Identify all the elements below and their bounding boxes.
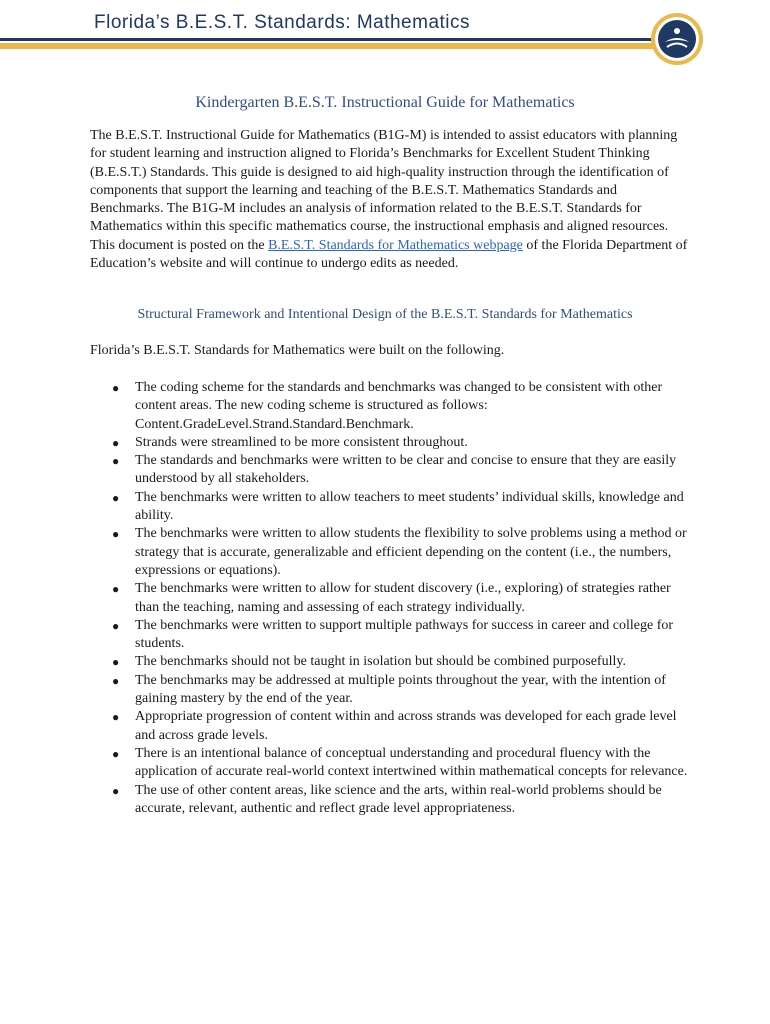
bullet-icon: ● [112,618,120,633]
list-item [90,672,690,709]
list-item [90,708,690,745]
bullet-icon: ● [112,710,120,725]
intro-paragraph [90,127,690,273]
bullet-icon: ● [112,381,120,395]
bullet-icon: ● [112,435,120,450]
bullet-icon: ● [112,454,120,469]
bullet-icon: ● [112,655,120,670]
standards-bullet-list [90,379,690,818]
list-item [90,434,690,452]
document-title: Kindergarten B.E.S.T. Instructional Guide for Mathematics [195,94,575,111]
bullet-icon: ● [112,527,120,542]
list-item-text: The benchmarks were written to allow teachers to meet students’ individual skills, knowledge and ability. [135,489,684,524]
florida-doe-seal-icon [650,12,704,66]
header-title: Florida’s B.E.S.T. Standards: Mathematics [94,12,471,33]
header-rule-navy [0,38,655,41]
list-item-text: The standards and benchmarks were written to be clear and concise to ensure that they are easily understood by all stakeholders. [135,453,677,487]
list-item [90,580,690,617]
section-heading: Structural Framework and Intentional Design of the B.E.S.T. Standards for Mathematics [137,307,633,322]
list-item [90,525,690,580]
list-item [90,489,690,526]
intro-text-2: of the Florida Department of Education’s website and will continue to undergo edits as needed. [90,237,688,272]
list-item [90,745,690,782]
list-item-text: There is an intentional balance of conceptual understanding and procedural fluency with the application of accurate real-world context intertwined within mathematical concepts for relevance. [135,745,688,780]
list-item [90,653,690,671]
lead-sentence: Florida’s B.E.S.T. Standards for Mathematics were built on the following. [90,343,505,358]
list-item-text: Appropriate progression of content within and across strands was developed for each grade level and across grade levels. [135,709,677,743]
bullet-icon: ● [112,783,120,798]
header-rule-gold [0,43,655,49]
best-standards-link[interactable]: B.E.S.T. Standards for Mathematics webpage [268,237,523,253]
bullet-icon: ● [112,582,120,597]
intro-text-1: The B.E.S.T. Instructional Guide for Mathematics (B1G-M) is intended to assist educators with planning for student learning and instruction aligned to Florida’s Benchmarks for Excellent Student Thinking (B.E.S.T.) Standards. This guide is designed to aid high-quality instruction through the identification of components that support the learning and teaching of the B.E.S.T. Mathematics Standards and Benchmarks. The B1G-M includes an analysis of information related to the B.E.S.T. Standards for Mathematics within this specific mathematics course, the instructional emphasis and aligned resources. This document is posted on the [90,128,678,253]
list-item [90,379,690,434]
page-header [0,0,770,70]
list-item-text: Strands were streamlined to be more consistent throughout. [135,434,468,450]
list-item [90,617,690,654]
list-item [90,452,690,489]
list-item-text: The benchmarks may be addressed at multiple points throughout the year, with the intention of gaining mastery by the end of the year. [135,672,666,707]
bullet-icon: ● [112,490,120,505]
list-item-text: The coding scheme for the standards and benchmarks was changed to be consistent with other content areas. The new coding scheme is structured as follows: Content.GradeLevel.Strand.Standard.Benchmark. [135,380,663,432]
list-item-text: The benchmarks were written to support multiple pathways for success in career and college for students. [135,617,674,652]
list-item-text: The use of other content areas, like science and the arts, within real-world problems should be accurate, relevant, authentic and reflect grade level appropriateness. [135,782,662,816]
bullet-icon: ● [112,673,120,688]
bullet-icon: ● [112,746,120,761]
list-item [90,782,690,819]
list-item-text: The benchmarks should not be taught in isolation but should be combined purposefully. [135,654,626,670]
list-item-text: The benchmarks were written to allow students the flexibility to solve problems using a method or strategy that is accurate, generalizable and efficient depending on the content (i.e., the numbers, expressions or equations). [135,526,687,578]
list-item-text: The benchmarks were written to allow for student discovery (i.e., exploring) of strategies rather than the teaching, naming and assessing of each strategy individually. [135,581,671,615]
